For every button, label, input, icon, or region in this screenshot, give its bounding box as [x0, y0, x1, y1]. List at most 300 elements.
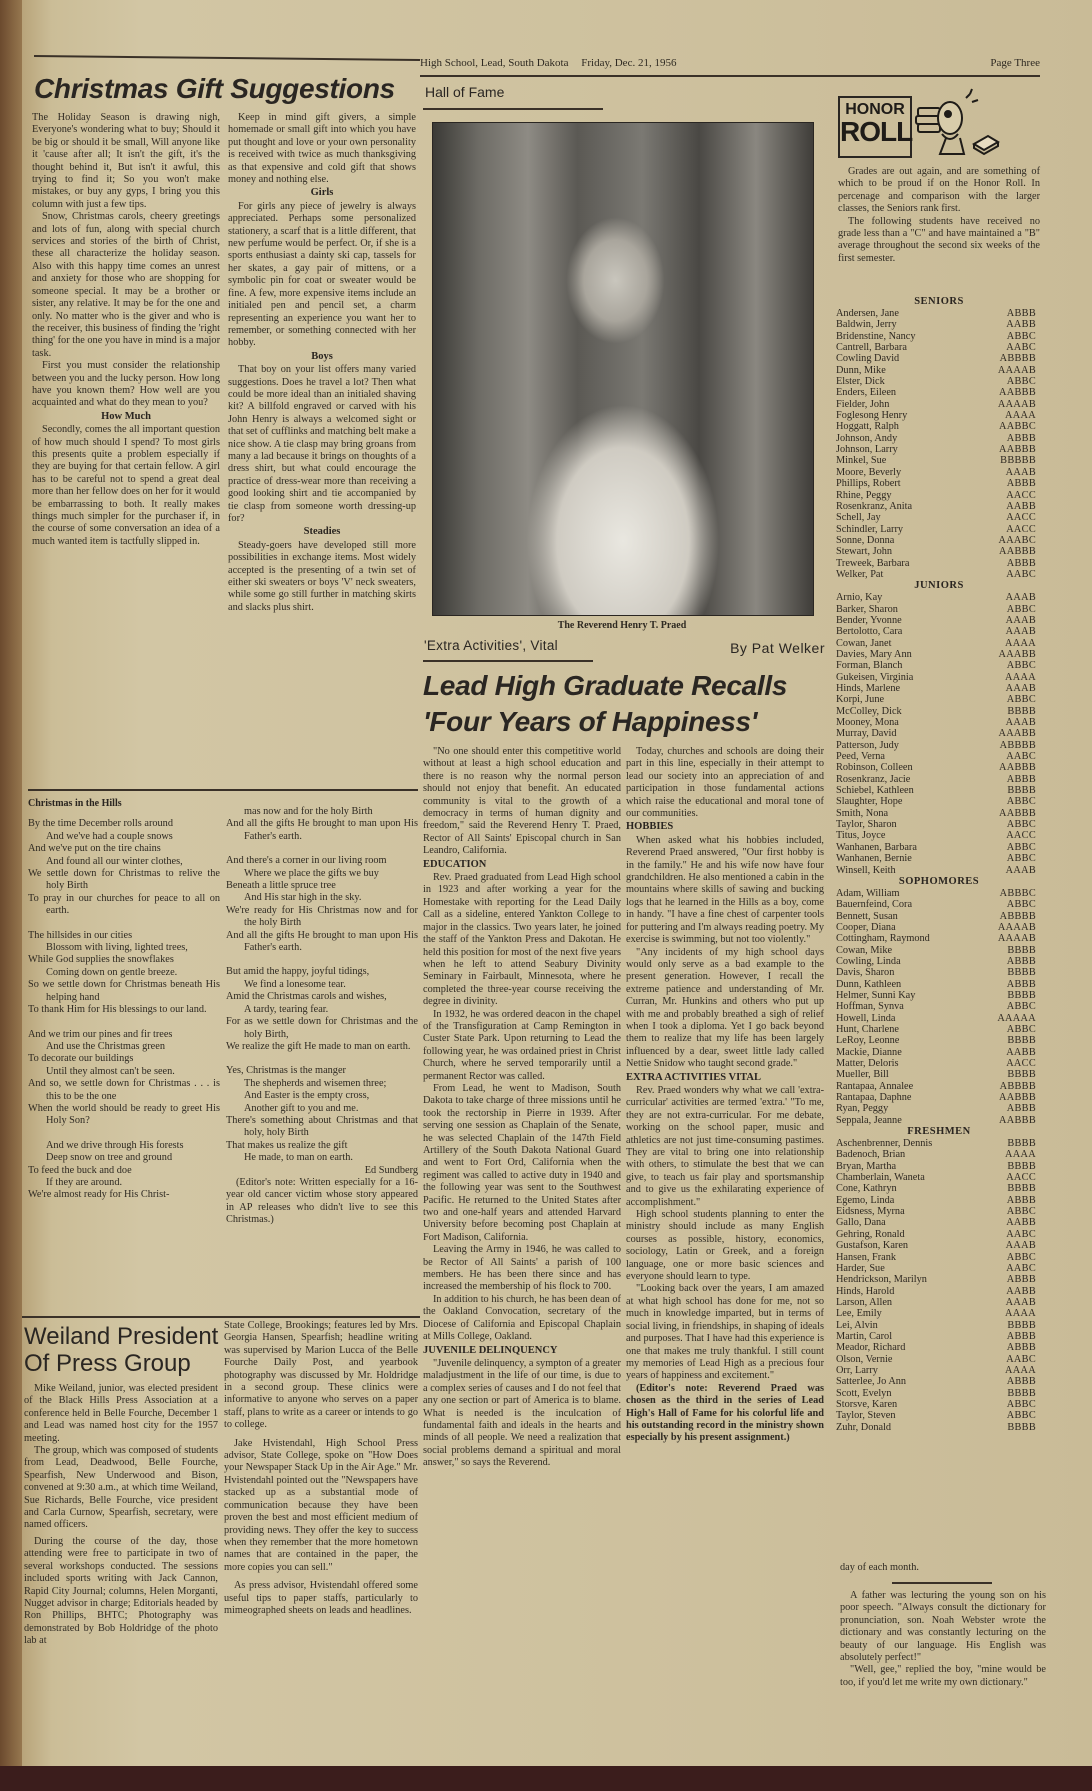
poem-line: So we settle down for Christmas beneath His helping hand	[28, 979, 220, 1003]
student-grades: ABBB	[1006, 478, 1036, 490]
student-name: Cowling David	[836, 353, 900, 365]
student-grades: AABBB	[999, 807, 1036, 819]
poem-line: That makes us realize the gift	[226, 1139, 348, 1151]
honor-roll-row	[836, 808, 1042, 819]
honor-roll-row	[836, 444, 1042, 455]
honor-roll-row	[836, 501, 1042, 512]
hof-paragraph: Leaving the Army in 1946, he was called to be Rector of All Saints' a parish of 100 members. He has been there since and has increased the membership of his flock to 700.	[423, 1244, 621, 1293]
student-grades: AAAA	[1005, 1308, 1036, 1320]
student-name: Larson, Allen	[836, 1296, 893, 1308]
poem-line	[226, 954, 418, 966]
honor-roll-row	[836, 1263, 1042, 1274]
honor-roll-row	[836, 1172, 1042, 1183]
poem-line: A tardy, tearing fear.	[244, 1003, 329, 1015]
poem-line: For as we settle down for Christmas and the holy Birth,	[226, 1016, 418, 1040]
honor-roll-row	[836, 1331, 1042, 1342]
student-grades: AACC	[1006, 489, 1036, 501]
student-grades: ABBC	[1006, 1206, 1036, 1218]
student-grades: ABBB	[1006, 1103, 1036, 1115]
student-name: Hinds, Marlene	[836, 683, 901, 694]
joke-rule	[892, 1582, 992, 1584]
student-grades: ABBB	[1006, 1330, 1036, 1342]
student-name: Foglesong Henry	[836, 410, 908, 422]
student-name: Enders, Eileen	[836, 387, 897, 399]
honor-roll-row	[836, 1229, 1042, 1240]
student-grades: ABBC	[1006, 1398, 1036, 1410]
honor-roll-row	[836, 308, 1042, 319]
poem-line	[226, 843, 418, 855]
honor-roll-row	[836, 911, 1042, 922]
student-name: Bennett, Susan	[836, 910, 898, 922]
student-name: Barker, Sharon	[836, 603, 898, 615]
student-grades: ABBC	[1006, 694, 1036, 706]
student-grades: ABBBB	[999, 1080, 1036, 1092]
honor-roll-row	[836, 660, 1042, 671]
poem-line: Yes, Christmas is the manger	[226, 1065, 346, 1077]
press-top-rule	[22, 1316, 420, 1318]
honor-roll-row	[836, 1252, 1042, 1263]
student-name: Orr, Larry	[836, 1364, 878, 1376]
honor-roll-row	[836, 1081, 1042, 1092]
student-name: Storsve, Karen	[836, 1398, 898, 1410]
student-grades: ABBB	[1006, 1194, 1036, 1206]
honor-roll-row	[836, 410, 1042, 421]
student-grades: AAAAB	[997, 364, 1036, 376]
poem-line: Until they almost can't be seen.	[46, 1065, 175, 1077]
honor-roll-row	[836, 1422, 1042, 1433]
student-grades: AABBB	[999, 1114, 1036, 1126]
poem-line: And we've put on the tire chains	[28, 843, 161, 855]
student-grades: AABBB	[999, 444, 1036, 456]
honor-roll-row	[836, 1388, 1042, 1399]
honor-roll-row	[836, 604, 1042, 615]
honor-roll-row	[836, 558, 1042, 569]
student-grades: AAABB	[998, 648, 1036, 660]
headline-line2: 'Four Years of Happiness'	[423, 706, 758, 737]
article-kicker: 'Extra Activities', Vital	[424, 638, 558, 653]
class-heading: JUNIORS	[914, 580, 964, 592]
class-heading: SOPHOMORES	[898, 875, 980, 887]
student-name: Lee, Emily	[836, 1308, 882, 1320]
honor-roll-row	[836, 1365, 1042, 1376]
honor-roll-row	[836, 1069, 1042, 1080]
hof-paragraph: Rev. Praed wonders why what we call 'extra-curricular' activities are termed 'extra.' "To me, they are not extra-curricular. For me debate, working on the school paper, music and athletics are not just time-consuming pastimes. They are vital to bring one into relationship with others, to stimulate the best that we can give, to teach us fair play and sportsmanship and to give us the exhilarating experience of accomplishment."	[626, 1084, 824, 1208]
student-grades: AAABC	[998, 534, 1036, 546]
hof-paragraph: "No one should enter this competitive world without at least a high school education and there is no reason why the normal person should not enjoy that benefit. An educated community is vital to the growth of a democracy in terms of human dignity and freedom," said the Reverend Henry T. Praed, Rector of All Saints' Episcopal church in San Leandro, California.	[423, 746, 621, 857]
student-name: Winsell, Keith	[836, 864, 896, 876]
student-grades: BBBB	[1007, 1035, 1036, 1047]
student-grades: BBBB	[1007, 1387, 1036, 1399]
student-name: Davis, Sharon	[836, 967, 895, 979]
subheading-juvenile-delinquency: JUVENILE DELINQUENCY	[423, 1344, 558, 1356]
student-grades: AAAA	[1005, 1364, 1036, 1376]
student-name: Cowan, Mike	[836, 944, 893, 956]
honor-roll-row	[836, 899, 1042, 910]
honor-roll-row	[836, 1138, 1042, 1149]
honor-roll-row	[836, 796, 1042, 807]
poem-line: He made, to man on earth.	[244, 1152, 353, 1164]
photo-caption: The Reverend Henry T. Praed	[557, 620, 687, 631]
student-grades: AABC	[1006, 1262, 1036, 1274]
student-name: McColley, Dick	[836, 705, 902, 717]
student-name: Schindler, Larry	[836, 523, 904, 535]
honor-roll-row	[836, 979, 1042, 990]
honor-roll-row	[836, 524, 1042, 535]
reverend-photo	[432, 122, 814, 616]
poem-col2	[226, 806, 418, 1227]
honor-roll-row	[836, 888, 1042, 899]
student-name: Bertolotto, Cara	[836, 626, 903, 638]
honor-roll-row	[836, 865, 1042, 876]
honor-roll-row	[836, 387, 1042, 398]
student-grades: AAAA	[1005, 637, 1036, 649]
student-grades: AABBB	[999, 546, 1036, 558]
student-name: Cottingham, Raymond	[836, 933, 930, 945]
honor-roll-row	[836, 376, 1042, 387]
student-grades: AACC	[1006, 1058, 1036, 1069]
press-title-line1: Weiland President	[24, 1323, 219, 1350]
poem-line: To feed the buck and doe	[28, 1164, 132, 1176]
honor-roll-row	[836, 535, 1042, 546]
student-name: Taylor, Steven	[836, 1410, 896, 1422]
honor-roll-row	[836, 1297, 1042, 1308]
student-grades: ABBC	[1006, 660, 1036, 672]
honor-roll-row	[836, 638, 1042, 649]
poem-line: The shepherds and wisemen three;	[244, 1077, 387, 1089]
student-name: Badenoch, Brian	[836, 1149, 906, 1161]
class-heading: FRESHMEN	[907, 1126, 971, 1138]
gift-paragraph: First you must consider the relationship between you and the lucky person. How long have you known them? How well are you acquainted and what do they mean to you?	[32, 360, 220, 409]
honor-roll-row	[836, 331, 1042, 342]
student-name: LeRoy, Leonne	[836, 1035, 900, 1047]
student-name: Davies, Mary Ann	[836, 648, 912, 660]
hall-of-fame-col1	[423, 746, 621, 1470]
honor-roll-row	[836, 319, 1042, 330]
student-grades: AABB	[1006, 1217, 1036, 1229]
student-grades: ABBC	[1006, 1410, 1036, 1422]
student-name: Lei, Alvin	[836, 1319, 878, 1331]
poem-line: Deep snow on tree and ground	[46, 1152, 173, 1164]
poem-line: While God supplies the snowflakes	[28, 954, 174, 966]
poem-line: And all the gifts He brought to man upon His Father's earth.	[226, 929, 418, 954]
poem-line: We're ready for His Christmas now and for the holy Birth	[226, 904, 418, 929]
honor-roll-row	[836, 490, 1042, 501]
poem-line: And we trim our pines and fir trees	[28, 1028, 173, 1040]
honor-roll-row	[836, 967, 1042, 978]
student-grades: BBBB	[1007, 1069, 1036, 1081]
student-name: Hunt, Charlene	[836, 1023, 899, 1035]
honor-roll-row	[836, 853, 1042, 864]
student-name: Rosenkranz, Anita	[836, 500, 913, 512]
honor-roll-row	[836, 1354, 1042, 1365]
student-grades: ABBBC	[999, 887, 1036, 899]
honor-roll-row	[836, 592, 1042, 603]
student-grades: ABBC	[1006, 1251, 1036, 1263]
gift-paragraph: That boy on your list offers many varied suggestions. Does he travel a lot? Then what could be more ideal than an initialed shaving kit? A billfold engraved or carved with his John Henry is always a welcomed sight or that set of cufflinks and matching belt make a nice show. A tie clasp may bring groans from many a lad because it brings on thoughts of a dress shirt, but what could encourage the practice of dress-wear more than receiving a good looking shirt and tie accompanied by tie clasp from someone worth dressing-up for?	[228, 364, 416, 524]
honor-roll-row	[836, 751, 1042, 762]
poem-line: And we drive through His forests	[46, 1139, 184, 1151]
student-grades: ABBBB	[999, 353, 1036, 365]
student-name: Olson, Vernie	[836, 1353, 893, 1365]
student-grades: ABBB	[1006, 1376, 1036, 1388]
honor-roll-row	[836, 740, 1042, 751]
honor-roll-row	[836, 1195, 1042, 1206]
honor-intro-p2: The following students have received no grade less than a "C" and have maintained a "B" average throughout the second six weeks of the first semester.	[838, 215, 1040, 264]
student-name: Scott, Evelyn	[836, 1387, 892, 1399]
logo-roll: ROLL	[840, 116, 913, 147]
honor-roll-row	[836, 342, 1042, 353]
logo-honor: HONOR	[845, 101, 905, 118]
student-grades: ABBB	[1006, 557, 1036, 569]
student-name: Cooper, Diana	[836, 921, 896, 933]
poem-line: And use the Christmas green	[46, 1040, 165, 1052]
student-grades: ABBC	[1006, 376, 1036, 388]
student-grades: AAAB	[1005, 1240, 1036, 1252]
hof-paragraph: In addition to his church, he has been dean of the Oakland Convocation, secretary of the Diocese of California and Episcopal Chaplain at Mills College, Oakland.	[423, 1293, 621, 1343]
poem-lines	[28, 818, 220, 1201]
student-name: Martin, Carol	[836, 1330, 893, 1342]
poem-line	[28, 1017, 220, 1029]
student-name: Cantrell, Barbara	[836, 342, 907, 354]
poem-line: We're almost ready for His Christ-	[28, 1189, 170, 1201]
poem-title: Christmas in the Hills	[28, 798, 122, 809]
gift-intro-verse: The Holiday Season is drawing nigh, Everyone's wondering what to buy; Should it be big or should it be small, Will anyone like it 'cause after all; It isn't the gift, it's the thought behind it, But isn't it awful, this trying to find it; So you won't make mistakes, or buy any gyps, I bring you this column with just a few tips.	[32, 112, 220, 210]
honor-roll-list	[836, 296, 1042, 1433]
student-name: Schell, Jay	[836, 512, 881, 524]
student-grades: AAAAB	[997, 933, 1036, 945]
student-name: Korpi, June	[836, 694, 885, 706]
student-name: Welker, Pat	[836, 568, 884, 580]
student-name: Seppala, Jeanne	[836, 1114, 902, 1126]
student-name: Gukeisen, Virginia	[836, 671, 914, 683]
poem-editor-note: (Editor's note: Written especially for a 16-year old cancer victim whose story appeared in AP releases who didn't live to see this Christmas.)	[226, 1176, 418, 1226]
subheading-hobbies: HOBBIES	[626, 821, 674, 833]
press-paragraph: During the course of the day, those attending were free to participate in two of several workshops conducted. The sessions included sports writing with Jack Cannon, Rapid City Journal; columns, Helen Morganti, Nugget advisor in charge; Editorials headed by Ron Phillips, BHTC; Photography was demonstrated by Bob Holdridge of the photo lab at	[24, 1535, 218, 1647]
poem-line: And all the gifts He brought to man upon His Father's earth.	[226, 818, 418, 842]
student-grades: AAAAB	[997, 921, 1036, 933]
headline-line1: Lead High Graduate Recalls	[423, 670, 788, 701]
byline: By Pat Welker	[730, 640, 825, 656]
page-bottom-edge	[0, 1766, 1092, 1791]
student-grades: AACC	[1006, 830, 1036, 842]
gift-paragraph: For girls any piece of jewelry is always appreciated. Perhaps some personalized stationery, a scarf that is a little different, that new perfume would be perfect. Or, if she is a sports enthusiast a dainty ski cap, tassels for her skates, a gay pair of mittens, or a symbolic pin for coat or sweater would be fine. A few, more expensive items include an initialed pen and pencil set, a charm representing an experience you want her to remember, or something connected with her hobby.	[228, 200, 416, 349]
honor-roll-row	[836, 819, 1042, 830]
student-grades: ABBC	[1006, 853, 1036, 865]
honor-roll-row	[836, 1320, 1042, 1331]
student-name: Egemo, Linda	[836, 1194, 895, 1206]
student-name: Murray, David	[836, 728, 897, 740]
honor-roll-row	[836, 1183, 1042, 1194]
student-name: Hoffman, Synva	[836, 1001, 904, 1013]
student-grades: AABBC	[999, 421, 1036, 433]
honor-roll-row	[836, 1217, 1042, 1228]
student-grades: BBBB	[1007, 989, 1036, 1001]
hof-paragraph: Rev. Praed graduated from Lead High school in 1923 and after working a year for the Homestake with reporting for the Lead Daily Call as a sideline, entered Yankton College to major in the classics. Two years later, he joined the staff of the Yankton Press and Dakotan. He held this position for most of the next five years when he left to attend Seabury Divinity Seminary in Fairbault, Minnesota, where he completed the three-year course receiving the degree in divinity.	[423, 872, 621, 1008]
kicker-rule	[423, 660, 593, 662]
student-name: Smith, Nona	[836, 807, 889, 819]
student-name: Rantapaa, Daphne	[836, 1092, 912, 1104]
honor-roll-row	[836, 1399, 1042, 1410]
student-grades: AAAAB	[997, 398, 1036, 410]
gift-article-title: Christmas Gift Suggestions	[34, 73, 395, 104]
poem-line	[226, 1053, 418, 1065]
honor-roll-row	[836, 762, 1042, 773]
honor-roll-row	[836, 353, 1042, 364]
poem-line: The hillsides in our cities	[28, 929, 133, 941]
student-grades: BBBB	[1007, 705, 1036, 717]
poem-line: And there's a corner in our living room	[226, 855, 387, 867]
student-grades: AAAA	[1005, 671, 1036, 683]
student-grades: ABBBB	[999, 739, 1036, 751]
student-grades: AABC	[1006, 1353, 1036, 1365]
student-name: Gallo, Dana	[836, 1217, 886, 1229]
student-name: Rosenkranz, Jacie	[836, 773, 911, 785]
student-grades: ABBC	[1006, 819, 1036, 831]
poem-line: When the world should be ready to greet His Holy Son?	[28, 1102, 220, 1127]
honor-roll-trailing: day of each month.	[840, 1562, 919, 1573]
hof-paragraph: "Looking back over the years, I am amazed at what high school has done for me, not so much in knowledge imparted, but in terms of social living, in friendships, in shaping of ideals and purposes. That I have had this experience is one that makes me truly thankful. I still count my memories of Lead High as a precious four years of happiness and excitement."	[626, 1283, 824, 1382]
student-grades: BBBB	[1007, 1138, 1036, 1150]
press-paragraph: As press advisor, Hvistendahl offered some useful tips to paper staffs, particularly to mimeographed sheets on leads and headlines.	[224, 1580, 418, 1616]
honor-roll-row	[836, 706, 1042, 717]
hof-paragraph: Today, churches and schools are doing their part in this line, especially in their attempt to lead our society into an appreciation of and participation in those fundamental actions which raise the educational and moral tone of our communities.	[626, 746, 824, 820]
student-name: Dunn, Mike	[836, 364, 886, 376]
poem-line: And His star high in the sky.	[244, 892, 362, 904]
student-name: Aschenbrenner, Dennis	[836, 1138, 933, 1150]
filler-joke	[840, 1590, 1046, 1689]
honor-roll-row	[836, 945, 1042, 956]
student-name: Slaughter, Hope	[836, 796, 903, 808]
honor-roll-row	[836, 467, 1042, 478]
poem-line: To pray in our churches for peace to all on earth.	[28, 892, 220, 917]
poem-line: And found all our winter clothes,	[46, 855, 183, 867]
hall-of-fame-headline	[423, 668, 787, 740]
honor-roll-row	[836, 1286, 1042, 1297]
student-name: Chamberlain, Waneta	[836, 1172, 925, 1184]
student-name: Taylor, Sharon	[836, 819, 897, 831]
student-grades: AACC	[1006, 1172, 1036, 1184]
student-grades: AAAB	[1005, 614, 1036, 626]
student-name: Wanhanen, Bernie	[836, 853, 912, 865]
honor-roll-row	[836, 1103, 1042, 1114]
student-grades: AABB	[1006, 319, 1036, 331]
student-name: Rhine, Peggy	[836, 489, 892, 501]
gift-article-col1	[32, 112, 220, 548]
student-grades: ABBB	[1006, 1274, 1036, 1286]
poem-line: If they are around.	[46, 1176, 123, 1188]
subheading-education: EDUCATION	[423, 858, 487, 870]
poem-line: Coming down on gentle breeze.	[46, 966, 178, 978]
student-name: Robinson, Colleen	[836, 762, 913, 774]
press-paragraph: State College, Brookings; features led by Mrs. Georgia Hansen, Spearfish; headline writing was supervised by Marion Lucca of the Belle Fourche Daily Post, and yearbook photography was discussed by Mr. Holdridge in a second group. These clinics were informative to anyone who serves on a paper staff, plans to write as a career or intends to go to college.	[224, 1320, 418, 1431]
honor-roll-row	[836, 1410, 1042, 1421]
student-grades: BBBB	[1007, 1183, 1036, 1195]
poem-line: mas now and for the holy Birth	[244, 806, 373, 817]
student-name: Rantapaa, Annalee	[836, 1080, 914, 1092]
honor-roll-row	[836, 1308, 1042, 1319]
binding-spine	[0, 0, 24, 1791]
poem-line: Where we place the gifts we buy	[244, 867, 379, 879]
student-name: Titus, Joyce	[836, 830, 886, 842]
student-name: Bender, Yvonne	[836, 614, 902, 626]
poem-line: Blossom with living, lighted trees,	[46, 942, 188, 954]
student-name: Treweek, Barbara	[836, 557, 910, 569]
honor-roll-row	[836, 1161, 1042, 1172]
poem-line: By the time December rolls around	[28, 818, 173, 830]
student-name: Cowling, Linda	[836, 955, 901, 967]
hof-paragraph: In 1932, he was ordered deacon in the chapel of the Transfiguration at Camp Remington in Custer State Park. Upon returning to Lead the following year, he was ordained priest in Christ Church, where he served temporarily until a permanent Rector was called.	[423, 1008, 621, 1082]
student-name: Hoggatt, Ralph	[836, 421, 899, 433]
student-grades: ABBBB	[999, 910, 1036, 922]
press-article-col2	[224, 1320, 418, 1617]
honor-roll-row	[836, 569, 1042, 580]
student-name: Stewart, John	[836, 546, 893, 558]
student-name: Peed, Verna	[836, 751, 885, 763]
subheading-extra-activities: EXTRA ACTIVITIES VITAL	[626, 1071, 761, 1083]
honor-roll-row	[836, 512, 1042, 523]
student-grades: BBBB	[1007, 1421, 1036, 1433]
student-grades: AAABB	[998, 728, 1036, 740]
student-name: Satterlee, Jo Ann	[836, 1376, 907, 1388]
honor-roll-row	[836, 1001, 1042, 1012]
student-name: Harder, Sue	[836, 1262, 885, 1274]
student-grades: ABBB	[1006, 308, 1036, 319]
student-grades: ABBC	[1006, 603, 1036, 615]
subheading-girls: Girls	[310, 187, 334, 199]
student-name: Matter, Deloris	[836, 1058, 899, 1069]
poem-line: Another gift to you and me.	[244, 1102, 359, 1114]
student-name: Bridenstine, Nancy	[836, 330, 916, 342]
student-grades: ABBB	[1006, 773, 1036, 785]
student-grades: ABBC	[1006, 796, 1036, 808]
student-name: Moore, Beverly	[836, 466, 902, 478]
student-grades: BBBB	[1007, 967, 1036, 979]
student-grades: AAAA	[1005, 410, 1036, 422]
press-paragraph: Jake Hvistendahl, High School Press advisor, State College, spoke on "How Does your Newspaper Stack Up in the Air Age." Mr. Hvistendahl pointed out the "Newspapers have stacked up as a substantial mode of communication because they have been proven the best and most efficient medium of providing news. They offer the key to success when they remember that the more hometown names that are contained in the paper, the more copies you can sell."	[224, 1437, 418, 1573]
student-grades: AABBB	[999, 387, 1036, 399]
honor-roll-row	[836, 683, 1042, 694]
student-grades: AACC	[1006, 523, 1036, 535]
honor-roll-row	[836, 433, 1042, 444]
honor-roll-row	[836, 956, 1042, 967]
student-name: Mueller, Bill	[836, 1069, 889, 1081]
hall-of-fame-rule	[423, 108, 603, 110]
honor-roll-row	[836, 672, 1042, 683]
press-title-line2: Of Press Group	[24, 1350, 191, 1377]
gift-paragraph: Steady-goers have developed still more possibilities in exchange items. Most widely accepted is the presenting of a twin set of either ski sweaters or boys 'V' neck sweaters, while some go still further in matching skirts and slacks plus shirt.	[228, 539, 416, 613]
honor-roll-logo	[838, 96, 912, 158]
hof-paragraph: When asked what his hobbies included, Reverend Praed answered, "Our first hobby is in the family." He and his wife now have four grandchildren. He also mentioned a cabin in the mountains where skills of sawing and bucking logs that he learned in the Hills as a boy, come in handy. "I have a fine chest of carpenter tools for puttering and I'm always reading poetry. My exercise is swimming, but not too violently."	[626, 834, 824, 946]
student-grades: ABBB	[1006, 955, 1036, 967]
honor-roll-row	[836, 1206, 1042, 1217]
poem-line: Beneath a little spruce tree	[226, 880, 336, 892]
student-grades: ABBC	[1006, 1023, 1036, 1035]
honor-roll-row	[836, 365, 1042, 376]
student-name: Zuhr, Donald	[836, 1421, 892, 1433]
student-grades: AAAB	[1005, 717, 1036, 729]
honor-roll-row	[836, 455, 1042, 466]
student-name: Wanhanen, Barbara	[836, 841, 917, 853]
student-grades: ABBC	[1006, 899, 1036, 911]
press-paragraph: Mike Weiland, junior, was elected president of the Black Hills Press Association at a conference held in Belle Fourche, December 1 and Lead was named host city for the 1957 meeting.	[24, 1383, 218, 1444]
joke-paragraph: "Well, gee," replied the boy, "mine would be too, if you'd let me write my own dictionary."	[840, 1664, 1046, 1688]
student-grades: ABBB	[1006, 1342, 1036, 1354]
honor-roll-row	[836, 785, 1042, 796]
student-grades: ABBC	[1006, 1001, 1036, 1013]
hof-paragraph: "Juvenile delinquency, a sympton of a greater maladjustment in the life of our time, is due to a complex series of causes and I do not feel that any one section or part of America is to blame. What is needed is the inculcation of fundamental faith and ideals in the hearts and minds of all people. We need a realization that social problems demand a spiritual and moral answer," so says the Reverend.	[423, 1357, 621, 1469]
gift-article-col2	[228, 112, 416, 614]
honor-roll-row	[836, 1013, 1042, 1024]
